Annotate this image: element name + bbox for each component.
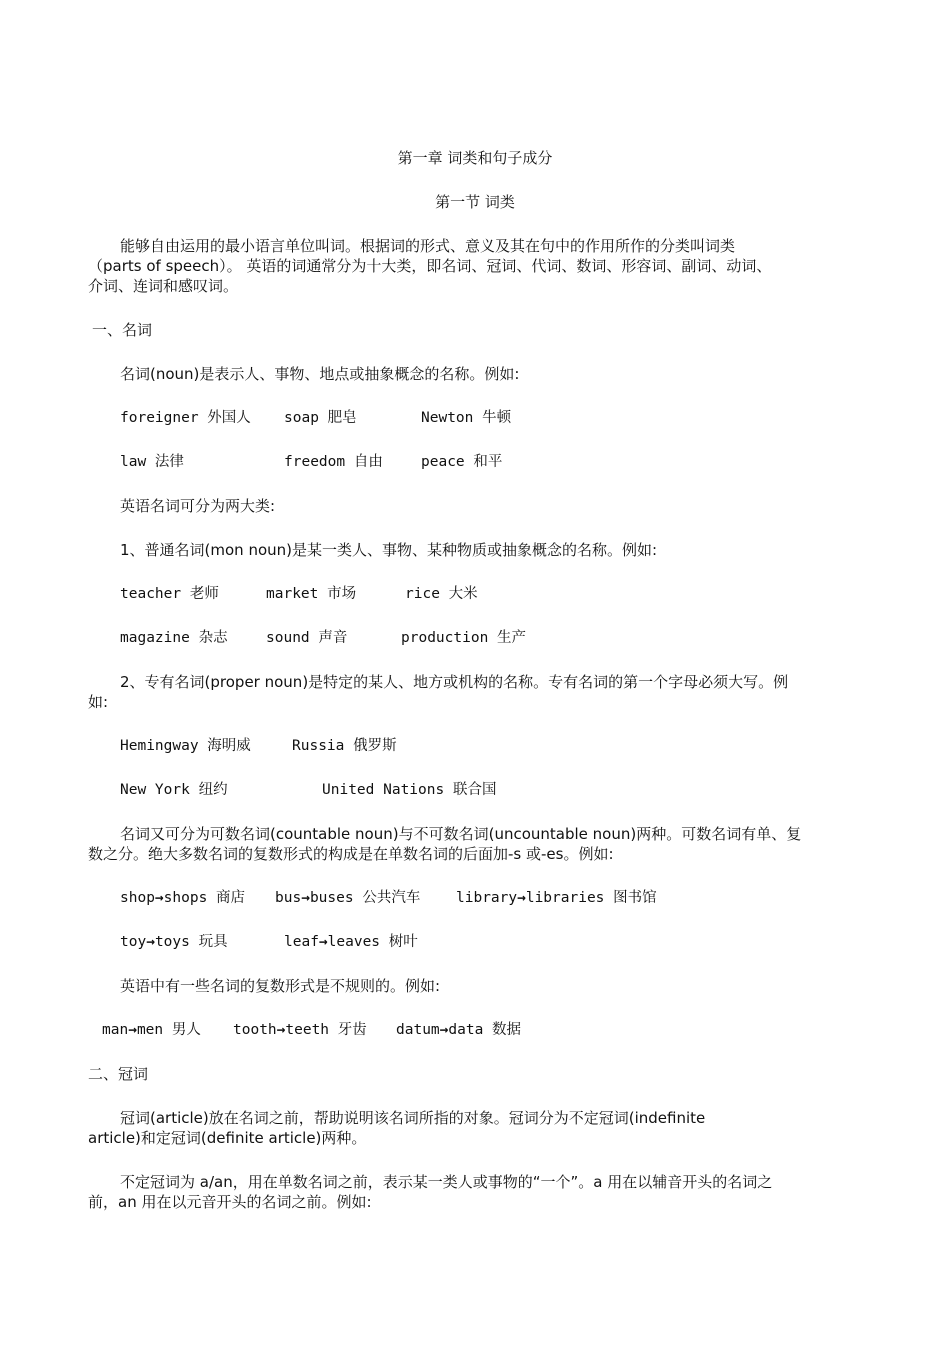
countable-line-2: 数之分。绝大多数名词的复数形式的构成是在单数名词的后面加-s 或-es。例如: bbox=[88, 845, 614, 863]
arrow-icon: → bbox=[301, 890, 310, 906]
arrow-icon: → bbox=[318, 934, 328, 950]
irregular-intro: 英语中有一些名词的复数形式是不规则的。例如: bbox=[120, 977, 441, 995]
arrow-icon: → bbox=[517, 890, 526, 906]
list-item: sound 声音 bbox=[266, 630, 348, 646]
list-item: Russia 俄罗斯 bbox=[292, 738, 397, 754]
plural-form: buses bbox=[309, 890, 354, 906]
intro-line-3: 介词、连词和感叹词。 bbox=[88, 277, 239, 295]
plural-form: teeth bbox=[285, 1022, 330, 1038]
list-item: peace 和平 bbox=[421, 454, 503, 470]
countable-line-1: 名词又可分为可数名词(countable noun)与不可数名词(uncountable noun)两种。可数名词有单、复 bbox=[120, 825, 802, 843]
plural-form: libraries bbox=[525, 890, 605, 906]
plural-form: leaves bbox=[327, 934, 381, 950]
arrow-icon: → bbox=[439, 1022, 449, 1038]
list-item bbox=[233, 1020, 367, 1040]
translation: 树叶 bbox=[388, 934, 418, 950]
list-item: foreigner 外国人 bbox=[120, 410, 251, 426]
chapter-title: 第一章 词类和句子成分 bbox=[397, 149, 553, 167]
singular-form: shop bbox=[120, 890, 155, 906]
list-item: soap 肥皂 bbox=[284, 410, 357, 426]
singular-form: library bbox=[456, 890, 518, 906]
list-item: law 法律 bbox=[120, 454, 184, 470]
translation: 玩具 bbox=[198, 934, 228, 950]
list-item: magazine 杂志 bbox=[120, 630, 228, 646]
singular-form: toy bbox=[120, 934, 147, 950]
indefinite-article-line-2: 前，an 用在以元音开头的名词之前。例如: bbox=[88, 1193, 372, 1211]
list-item: Hemingway 海明威 bbox=[120, 738, 251, 754]
indefinite-article-line-1: 不定冠词为 a/an，用在单数名词之前，表示某一类人或事物的“一个”。a 用在以辅音开头的名词之 bbox=[120, 1173, 773, 1191]
list-item: United Nations 联合国 bbox=[322, 782, 497, 798]
noun-two-types: 英语名词可分为两大类: bbox=[120, 497, 276, 515]
arrow-icon: → bbox=[276, 1022, 286, 1038]
proper-noun-line-1: 2、专有名词(proper noun)是特定的某人、地方或机构的名称。专有名词的第一个字母必须大写。例 bbox=[120, 673, 789, 691]
list-item bbox=[120, 932, 228, 952]
list-item bbox=[102, 1020, 201, 1040]
plural-form: men bbox=[136, 1022, 164, 1038]
translation: 牙齿 bbox=[337, 1022, 367, 1038]
noun-definition: 名词(noun)是表示人、事物、地点或抽象概念的名称。例如: bbox=[120, 365, 520, 383]
arrow-icon: → bbox=[146, 934, 155, 950]
list-item bbox=[120, 888, 245, 908]
common-noun-definition: 1、普通名词(mon noun)是某一类人、事物、某种物质或抽象概念的名称。例如: bbox=[120, 541, 658, 559]
list-item: freedom 自由 bbox=[284, 454, 383, 470]
singular-form: leaf bbox=[284, 934, 319, 950]
list-item: Newton 牛顿 bbox=[421, 410, 512, 426]
section-title: 第一节 词类 bbox=[435, 193, 515, 211]
list-item bbox=[396, 1020, 521, 1040]
list-item: rice 大米 bbox=[405, 586, 478, 602]
intro-line-2: （parts of speech）。 英语的词通常分为十大类，即名词、冠词、代词、数词、形容词、副词、动词、 bbox=[88, 257, 772, 275]
plural-form: data bbox=[448, 1022, 484, 1038]
list-item: production 生产 bbox=[401, 630, 527, 646]
translation: 商店 bbox=[216, 890, 246, 906]
singular-form: datum bbox=[396, 1022, 440, 1038]
arrow-icon: → bbox=[154, 890, 164, 906]
article-definition-line-1: 冠词(article)放在名词之前，帮助说明该名词所指的对象。冠词分为不定冠词(indefinite bbox=[120, 1109, 706, 1127]
translation: 男人 bbox=[171, 1022, 201, 1038]
list-item bbox=[275, 888, 420, 908]
intro-line-1: 能够自由运用的最小语言单位叫词。根据词的形式、意义及其在句中的作用所作的分类叫词类 bbox=[120, 237, 736, 255]
singular-form: bus bbox=[275, 890, 302, 906]
list-item: teacher 老师 bbox=[120, 586, 219, 602]
singular-form: man bbox=[102, 1022, 129, 1038]
article-definition-line-2: article)和定冠词(definite article)两种。 bbox=[88, 1129, 367, 1147]
article-heading: 二、冠词 bbox=[88, 1065, 149, 1083]
translation: 图书馆 bbox=[613, 890, 657, 906]
plural-form: toys bbox=[154, 934, 190, 950]
list-item bbox=[456, 888, 657, 908]
plural-form: shops bbox=[163, 890, 208, 906]
arrow-icon: → bbox=[128, 1022, 137, 1038]
list-item: market 市场 bbox=[266, 586, 357, 602]
list-item bbox=[284, 932, 418, 952]
proper-noun-line-2: 如: bbox=[88, 693, 109, 711]
translation: 公共汽车 bbox=[362, 890, 421, 906]
translation: 数据 bbox=[492, 1022, 522, 1038]
singular-form: tooth bbox=[233, 1022, 277, 1038]
list-item: New York 纽约 bbox=[120, 782, 228, 798]
noun-heading: 一、名词 bbox=[92, 321, 153, 339]
